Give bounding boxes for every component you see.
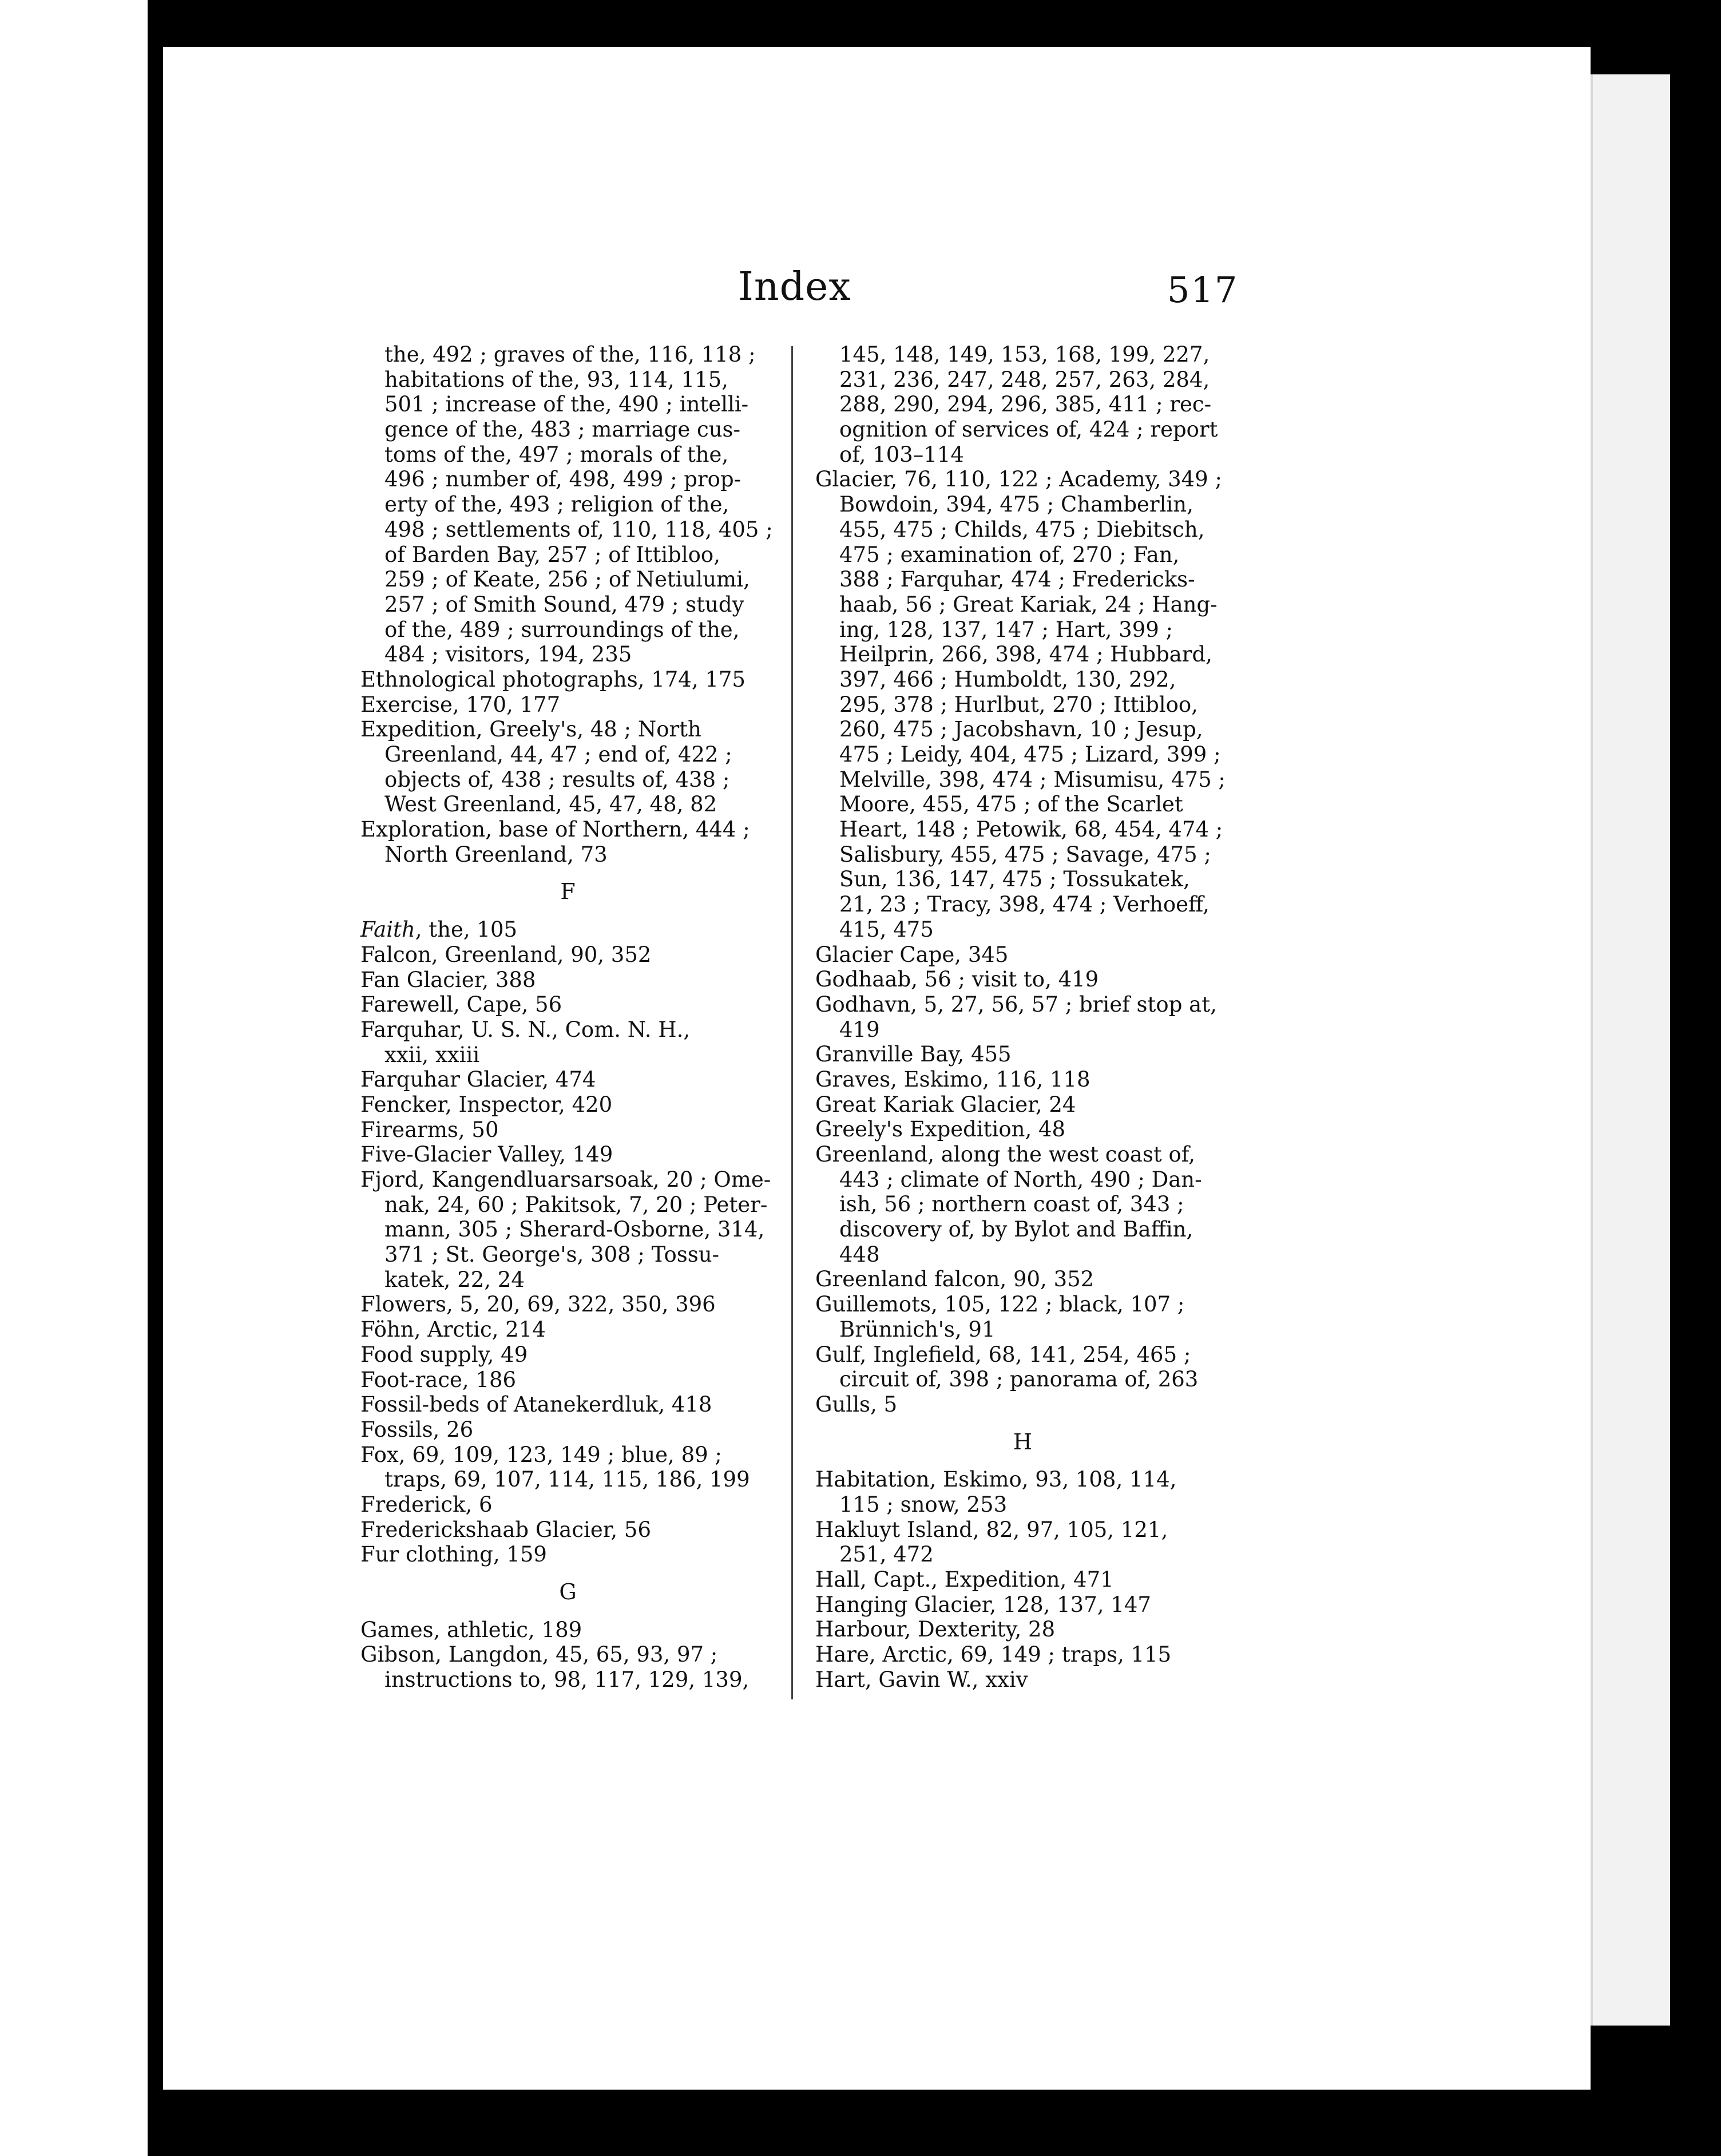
index-column-left [360,342,775,1693]
index-entry-continuation: 388 ; Farquhar, 474 ; Fredericks- [839,567,1195,592]
index-entry-continuation: ognition of services of, 424 ; report [839,417,1218,442]
index-entry-continuation: 259 ; of Keate, 256 ; of Netiulumi, [384,567,750,592]
index-entry: Fencker, Inspector, 420 [360,1092,613,1117]
index-entry-continuation: West Greenland, 45, 47, 48, 82 [384,792,717,817]
index-entry: Hall, Capt., Expedition, 471 [815,1567,1114,1592]
index-entry: Godhaab, 56 ; visit to, 419 [815,967,1099,992]
index-entry: Gulf, Inglefield, 68, 141, 254, 465 ; [815,1342,1191,1367]
index-entry-continuation: habitations of the, 93, 114, 115, [384,367,728,392]
index-entry-continuation: Bowdoin, 394, 475 ; Chamberlin, [839,492,1193,517]
index-entry: Exploration, base of Northern, 444 ; [360,817,750,842]
index-entry: Fan Glacier, 388 [360,967,536,992]
index-entry: Glacier, 76, 110, 122 ; Academy, 349 ; [815,467,1222,492]
index-entry-continuation: of Barden Bay, 257 ; of Ittibloo, [384,542,720,567]
section-letter: G [559,1579,577,1604]
index-entry: Habitation, Eskimo, 93, 108, 114, [815,1467,1177,1492]
index-entry: Hakluyt Island, 82, 97, 105, 121, [815,1517,1168,1542]
index-entry-continuation: 501 ; increase of the, 490 ; intelli- [384,392,749,417]
running-title: Index [738,264,851,310]
ship-name: Faith [360,917,415,942]
index-entry: Frederick, 6 [360,1492,493,1517]
index-entry-continuation: Heilprin, 266, 398, 474 ; Hubbard, [839,642,1212,667]
index-entry-continuation: 455, 475 ; Childs, 475 ; Diebitsch, [839,517,1205,542]
index-entry-continuation: instructions to, 98, 117, 129, 139, [384,1667,750,1693]
index-entry: Greenland falcon, 90, 352 [815,1267,1095,1292]
index-entry-continuation: 415, 475 [839,917,934,942]
index-entry-continuation: ish, 56 ; northern coast of, 343 ; [839,1192,1184,1217]
index-entry-continuation: Moore, 455, 475 ; of the Scarlet [839,792,1183,817]
adjacent-page-edge [0,0,148,2156]
index-entry-continuation: 484 ; visitors, 194, 235 [384,642,632,667]
index-entry-continuation: Salisbury, 455, 475 ; Savage, 475 ; [839,842,1211,867]
index-entry-continuation: of the, 489 ; surroundings of the, [384,617,740,642]
index-entry-continuation: 448 [839,1242,880,1267]
index-entry: Gibson, Langdon, 45, 65, 93, 97 ; [360,1642,718,1667]
index-entry-continuation: 251, 472 [839,1542,934,1567]
index-entry: Granville Bay, 455 [815,1042,1012,1067]
index-entry-continuation: haab, 56 ; Great Kariak, 24 ; Hang- [839,592,1218,617]
index-entry-continuation: circuit of, 398 ; panorama of, 263 [839,1367,1199,1392]
index-entry-continuation: of, 103–114 [839,442,964,467]
index-entry-continuation: North Greenland, 73 [384,842,608,867]
index-entry: Greely's Expedition, 48 [815,1117,1066,1142]
index-entry-continuation: objects of, 438 ; results of, 438 ; [384,767,730,792]
index-entry: Exercise, 170, 177 [360,692,561,717]
index-entry-continuation: 443 ; climate of North, 490 ; Dan- [839,1167,1202,1192]
index-entry-continuation: mann, 305 ; Sherard-Osborne, 314, [384,1217,765,1242]
index-entry-continuation: Heart, 148 ; Petowik, 68, 454, 474 ; [839,817,1223,842]
index-entry-continuation: katek, 22, 24 [384,1267,525,1292]
index-entry: Great Kariak Glacier, 24 [815,1092,1076,1117]
index-entry-continuation: toms of the, 497 ; morals of the, [384,442,729,467]
index-entry-continuation: 260, 475 ; Jacobshavn, 10 ; Jesup, [839,717,1203,742]
index-entry: Guillemots, 105, 122 ; black, 107 ; [815,1292,1185,1317]
index-entry: Farewell, Cape, 56 [360,992,562,1017]
index-entry: Fossil-beds of Atanekerdluk, 418 [360,1392,712,1417]
index-entry-continuation: ing, 128, 137, 147 ; Hart, 399 ; [839,617,1173,642]
index-entry-continuation: Sun, 136, 147, 475 ; Tossukatek, [839,867,1190,892]
index-entry: Harbour, Dexterity, 28 [815,1617,1056,1642]
index-entry-continuation: the, 492 ; graves of the, 116, 118 ; [384,342,756,367]
index-entry: Fossils, 26 [360,1417,474,1442]
index-entry-continuation: Greenland, 44, 47 ; end of, 422 ; [384,742,732,767]
page-stack-edge [1591,74,1670,2026]
page-number: 517 [1167,269,1239,311]
index-entry-continuation: traps, 69, 107, 114, 115, 186, 199 [384,1467,750,1492]
index-entry: Greenland, along the west coast of, [815,1142,1195,1167]
index-entry: Expedition, Greely's, 48 ; North [360,717,701,742]
index-entry: Flowers, 5, 20, 69, 322, 350, 396 [360,1292,716,1317]
index-entry: Graves, Eskimo, 116, 118 [815,1067,1091,1092]
index-entry-continuation: 371 ; St. George's, 308 ; Tossu- [384,1242,720,1267]
section-letter: H [1013,1429,1033,1454]
index-entry-continuation: 231, 236, 247, 248, 257, 263, 284, [839,367,1210,392]
index-entry: Godhavn, 5, 27, 56, 57 ; brief stop at, [815,992,1217,1017]
index-entry-continuation: 498 ; settlements of, 110, 118, 405 ; [384,517,773,542]
index-entry: Hart, Gavin W., xxiv [815,1667,1028,1692]
index-entry-continuation: 397, 466 ; Humboldt, 130, 292, [839,667,1176,692]
index-entry: Farquhar Glacier, 474 [360,1067,596,1092]
index-entry: Fur clothing, 159 [360,1542,547,1567]
index-entry: Frederickshaab Glacier, 56 [360,1517,652,1542]
index-entry: Falcon, Greenland, 90, 352 [360,942,652,967]
index-entry: Glacier Cape, 345 [815,942,1009,967]
index-entry: Games, athletic, 189 [360,1617,582,1642]
index-entry: Faith, the, 105 [360,917,518,942]
index-entry-continuation: erty of the, 493 ; religion of the, [384,492,729,517]
column-divider [791,346,793,1699]
index-entry: Fox, 69, 109, 123, 149 ; blue, 89 ; [360,1442,722,1467]
index-entry: Food supply, 49 [360,1342,528,1367]
index-entry-continuation: 115 ; snow, 253 [839,1492,1008,1517]
index-entry-continuation: 288, 290, 294, 296, 385, 411 ; rec- [839,392,1212,417]
index-entry-continuation: 419 [839,1017,880,1042]
index-entry-continuation: 21, 23 ; Tracy, 398, 474 ; Verhoeff, [839,892,1210,917]
index-entry: Firearms, 50 [360,1117,499,1142]
index-entry: Hanging Glacier, 128, 137, 147 [815,1592,1151,1617]
index-entry-continuation: 257 ; of Smith Sound, 479 ; study [384,592,744,617]
index-entry-continuation: discovery of, by Bylot and Baffin, [839,1217,1193,1242]
index-entry: Föhn, Arctic, 214 [360,1317,546,1342]
index-entry: Hare, Arctic, 69, 149 ; traps, 115 [815,1642,1172,1667]
index-entry-continuation: 475 ; examination of, 270 ; Fan, [839,542,1180,567]
section-letter: F [560,879,576,905]
index-entry-continuation: 475 ; Leidy, 404, 475 ; Lizard, 399 ; [839,742,1221,767]
index-entry-continuation: xxii, xxiii [384,1042,480,1067]
index-entry-continuation: 145, 148, 149, 153, 168, 199, 227, [839,342,1210,367]
index-entry: Foot-race, 186 [360,1367,517,1392]
index-entry-continuation: 295, 378 ; Hurlbut, 270 ; Ittibloo, [839,692,1198,717]
index-entry: Farquhar, U. S. N., Com. N. H., [360,1017,691,1042]
index-entry: Ethnological photographs, 174, 175 [360,667,745,692]
index-entry-continuation: gence of the, 483 ; marriage cus- [384,417,741,442]
index-entry: Fjord, Kangendluarsarsoak, 20 ; Ome- [360,1167,771,1192]
index-entry-continuation: Brünnich's, 91 [839,1317,996,1342]
index-entry: Five-Glacier Valley, 149 [360,1142,613,1167]
index-entry-continuation: nak, 24, 60 ; Pakitsok, 7, 20 ; Peter- [384,1192,768,1217]
index-entry-continuation: 496 ; number of, 498, 499 ; prop- [384,467,741,492]
index-entry: Gulls, 5 [815,1392,898,1417]
index-column-right [815,342,1230,1692]
index-entry-continuation: Melville, 398, 474 ; Misumisu, 475 ; [839,767,1226,792]
